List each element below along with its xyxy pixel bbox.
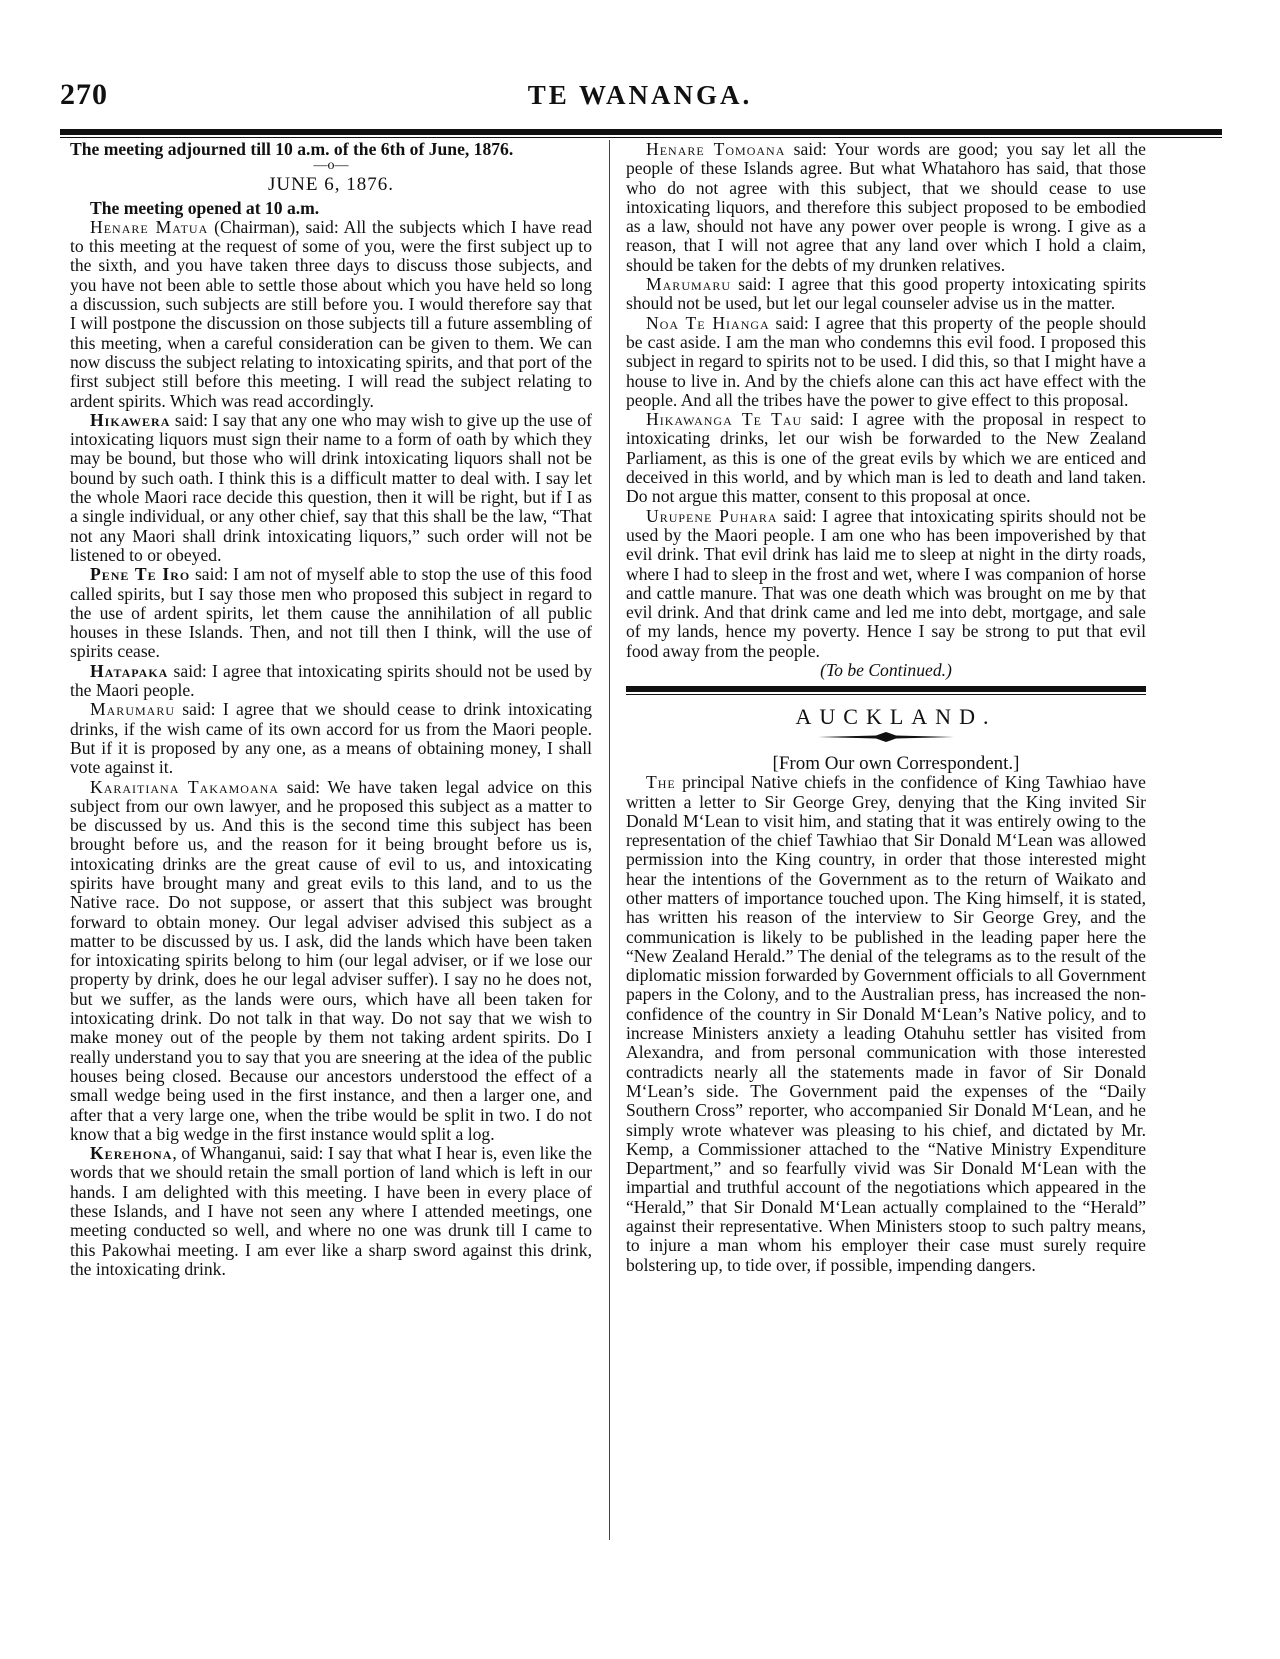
- speaker-name: Hikawera: [90, 409, 171, 430]
- speaker-name: Marumaru: [90, 699, 175, 720]
- meeting-opened: The meeting opened at 10 a.m.: [90, 197, 320, 218]
- speech-paragraph: [70, 700, 592, 777]
- speech-text: said: We have taken legal advice on this subject from our own lawyer, and he proposed this subject as a matter to be discussed by us. And this is the second time this subject has been brought before us, and the reason for it being brought before us is, intoxicating drinks are the great cause of evil to us, and intoxicating spirits have brought many and great evils to this land, and to us the Native race. Do not suppose, or assert that this subject was brought forward to obtain money. Our legal adviser advised this subject as a matter to be discussed by us. I ask, did the lands which have been taken for intoxicating spirits belong to him (our legal adviser, or if we lose our property by drink, does he our legal adviser suffer). I say no he does not, but we suffer, as the lands were ours, which have all been taken for intoxicating drink. Do not talk in that way. Do not say that we wish to make money out of the people by them not taking ardent spirits. Do I really understand you to say that you are sneering at the idea of the public houses being closed. Because our ancestors understood the effect of a small wedge being used in the first instance, and then a larger one, and after that a very large one, when the tribe would be split in two. I do not know that a big wedge in the first instance would split a log.: [70, 776, 592, 1144]
- speaker-name: Hikawanga Te Tau: [646, 409, 803, 430]
- page-number: 270: [60, 78, 108, 111]
- column-divider: [609, 140, 610, 1540]
- speech-text: said: I agree with the proposal in respect to intoxicating drinks, let our wish be forwarded to the New Zealand Parliament, as this is one of the great evils by which we are enticed and deceived in this world, and by which man is led to death and land taken. Do not argue this matter, consent to this proposal at once.: [626, 409, 1146, 507]
- speech-text: said: I agree that intoxicating spirits should not be used by the Maori people.: [70, 660, 592, 701]
- speech-paragraph: [626, 314, 1146, 410]
- section-rule-thin: [626, 694, 1146, 695]
- article-lead: The: [646, 772, 676, 793]
- adjournment-note: The meeting adjourned till 10 a.m. of the 6th of June, 1876.: [70, 139, 514, 159]
- speech-paragraph: [626, 410, 1146, 506]
- speech-text: said: I am not of myself able to stop the use of this food called spirits, but I say those men who proposed this subject in regard to the use of ardent spirits, let them cause the annihilation of all public houses in these Islands. Then, and not till then I think, will the use of spirits cease.: [70, 564, 592, 662]
- speaker-name: Karaitiana Takamoana: [90, 776, 279, 797]
- speech-paragraph: [70, 1144, 592, 1279]
- paper-title: TE WANANGA.: [527, 80, 753, 110]
- left-column: [70, 140, 592, 1279]
- right-column: [626, 140, 1146, 1275]
- speech-text: said: I agree that this good property intoxicating spirits should not be used, but let our legal counseler advise us in the matter.: [626, 274, 1146, 314]
- speech-text: (Chairman), said: All the subjects which I have read to this meeting at the request of some of you, were the first subject up to the sixth, and you have taken three days to discuss those subjects, and you have not been able to settle those about which you have held so long a discussion, such subjects are still before you. I would therefore say that I will postpone the discussion on those subjects till a future assembling of this meeting, when a careful consideration can be given to them. We can now discuss the subject relating to intoxicating spirits, and that port of the first subject still before this meeting. I will read the subject relating to ardent spirits. Which was read accordingly.: [70, 216, 592, 411]
- speech-paragraph: [626, 140, 1146, 275]
- speaker-name: Kerehona: [90, 1143, 173, 1164]
- speech-text: , of Whanganui, said: I say that what I hear is, even like the words that we should retain the small portion of land which is left in our hands. I am delighted with this meeting. I have been in every place of these Islands, and I have not seen any where I attended meetings, one meeting conducted so well, and where no one was drunk till I came to this Pakowhai meeting. I am ever like a sharp sword against this drink, the intoxicating drink.: [70, 1143, 592, 1279]
- speech-paragraph: [70, 565, 592, 661]
- to-be-continued: (To be Continued.): [820, 660, 952, 681]
- dateline: JUNE 6, 1876.: [268, 174, 394, 196]
- masthead: [60, 78, 1220, 124]
- speaker-name: Noa Te Hianga: [646, 312, 770, 333]
- ornament-rule-icon: [626, 727, 1146, 746]
- speaker-name: Pene Te Iro: [90, 564, 191, 585]
- speech-paragraph: [70, 218, 592, 411]
- speech-paragraph: [70, 411, 592, 565]
- section-rule-thick: [626, 686, 1146, 692]
- article-paragraph: [626, 773, 1146, 1275]
- separator-dash: —o—: [313, 158, 349, 174]
- section-title: AUCKLAND.: [795, 704, 997, 730]
- speaker-name: Urupene Puhara: [646, 505, 778, 526]
- header-rule-thin: [60, 137, 1222, 138]
- speaker-name: Henare Tomoana: [646, 139, 786, 159]
- speaker-name: Hatapaka: [90, 660, 169, 681]
- header-rule-thick: [60, 129, 1222, 135]
- byline: [From Our own Correspondent.]: [772, 752, 1020, 774]
- speech-text: said: I say that any one who may wish to give up the use of intoxicating liquors must sign their name to a form of oath by which they may be bound, but those who will drink intoxicating liquors shall not be bound by such oath. I think this is a difficult matter to deal with. I say let the whole Maori race decide this question, then it will be right, but if I as a single individual, or any other chief, say that this shall be the law, “That not any Maori shall drink intoxicating liquors,” such order will not be listened to or obeyed.: [70, 409, 592, 565]
- speech-paragraph: [70, 778, 592, 1145]
- speech-paragraph: [626, 507, 1146, 661]
- speech-text: said: I agree that we should cease to drink intoxicating drinks, if the wish came of its own accord for us from the Maori people. But if it is proposed by any one, as a means of obtaining money, I shall vote against it.: [70, 699, 592, 778]
- speaker-name: Henare Matua: [90, 216, 209, 237]
- speech-paragraph: [70, 662, 592, 701]
- speech-text: said: I agree that intoxicating spirits should not be used by the Maori people. I am one who has been impoverished by that evil drink. That evil drink has laid me to sleep at night in the dirty roads, where I had to sleep in the frost and wet, where I was companion of horse and cattle manure. That was one death which was brought on me by that evil drink. And that drink came and led me into debt, mortgage, and sale of my lands, hence my poverty. Hence I say be strong to put that evil food away from the people.: [626, 505, 1146, 661]
- speaker-name: Marumaru: [646, 274, 731, 295]
- speech-paragraph: [626, 275, 1146, 314]
- article-text: principal Native chiefs in the confidence of King Tawhiao have written a letter to Sir George Grey, denying that the King invited Sir Donald M‘Lean to visit him, and stating that it was entirely owing to the representation of the chief Tawhiao that Sir Donald M‘Lean was allowed permission into the King country, in order that those interested might hear the intentions of the Government as to the return of Waikato and other matters of importance touched upon. The King himself, it is stated, has written his reason of the interview to Sir George Grey, and the communication is likely to be published in the leading paper here the “New Zealand Herald.” The denial of the telegrams as to the result of the diplomatic mission forwarded by Government officials to all Government papers in the Colony, and to the Australian press, has increased the non-confidence of the country in Sir Donald M‘Lean’s Native policy, and to increase Ministers anxiety a leading Otahuhu settler has visited from Alexandra, and from personal communication with those interested contradicts nearly all the statements made in favor of Sir Donald M‘Lean’s side. The Government paid the expenses of the “Daily Southern Cross” reporter, who accompanied Sir Donald M‘Lean, and he simply wrote whatever was pleasing to his chief, and dictated by Mr. Kemp, a Commissioner attached to the “Native Ministry Expenditure Department,” and so fearfully vivid was Sir Donald M‘Lean with the impartial and truthful account of the negotiations which appeared in the “Herald,” that Sir Donald M‘Lean actually complained to the “Herald” against their representative. When Ministers stoop to such paltry means, to injure a man whom his employer their case must surely require bolstering up, to tide over, if possible, impending dangers.: [626, 772, 1146, 1275]
- speech-text: said: I agree that this property of the people should be cast aside. I am the man who condemns this evil food. I proposed this subject in regard to spirits not to be used. I did this, so that I might have a house to live in. And by the chiefs alone can this act have effect with the people. And all the tribes have the power to give effect to this proposal.: [626, 312, 1146, 410]
- speech-text: said: Your words are good; you say let all the people of these Islands agree. But what Whatahoro has said, that those who do not agree with this subject, that we should cease to use intoxicating liquors, and therefore this subject proposed to be embodied as a law, should not have any power over people is wrong. I give as a reason, that I will not agree that any land over which I hold a claim, should be taken for the debts of my drunken relatives.: [626, 139, 1146, 275]
